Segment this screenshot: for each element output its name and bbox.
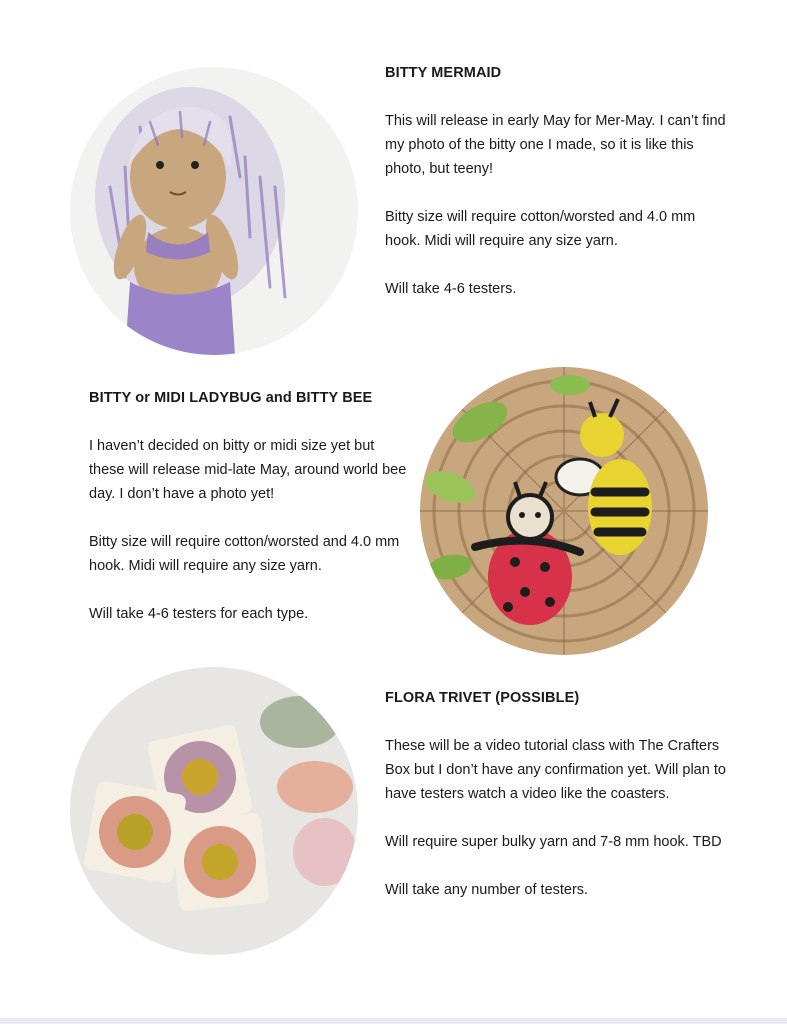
flora-trivet-photo: [70, 667, 358, 955]
section-title: BITTY or MIDI LADYBUG and BITTY BEE: [89, 390, 373, 406]
section-paragraph: These will be a video tutorial class with The Crafters Box but I don’t have any confirmation yet. Will plan to have testers watch a video like the coasters.: [385, 738, 726, 802]
section-title: FLORA TRIVET (POSSIBLE): [385, 690, 580, 706]
section-paragraph: Will require super bulky yarn and 7-8 mm hook. TBD: [385, 834, 722, 850]
section-flora-trivet: [385, 686, 755, 926]
section-mermaid: [385, 61, 730, 325]
section-paragraph: Bitty size will require cotton/worsted and 4.0 mm hook. Midi will require any size yarn.: [385, 209, 696, 249]
page-bottom-bar: [0, 1018, 787, 1024]
section-paragraph: Bitty size will require cotton/worsted and 4.0 mm hook. Midi will require any size yarn.: [89, 534, 400, 574]
section-title: BITTY MERMAID: [385, 65, 502, 81]
ladybug-bee-illustration: [420, 367, 708, 655]
mermaid-doll-illustration: [70, 67, 358, 355]
ladybug-bee-photo: [420, 367, 708, 655]
flower-squares-illustration: [70, 667, 358, 955]
section-paragraph: This will release in early May for Mer-May. I can’t find my photo of the bitty one I made, so it is like this photo, but teeny!: [385, 113, 726, 177]
section-paragraph: I haven’t decided on bitty or midi size yet but these will release mid-late May, around world bee day. I don’t have a photo yet!: [89, 438, 407, 502]
section-paragraph: Will take 4-6 testers for each type.: [89, 606, 309, 622]
section-paragraph: Will take 4-6 testers.: [385, 281, 517, 297]
section-paragraph: Will take any number of testers.: [385, 882, 589, 898]
section-ladybug-bee: [89, 386, 409, 650]
mermaid-photo: [70, 67, 358, 355]
